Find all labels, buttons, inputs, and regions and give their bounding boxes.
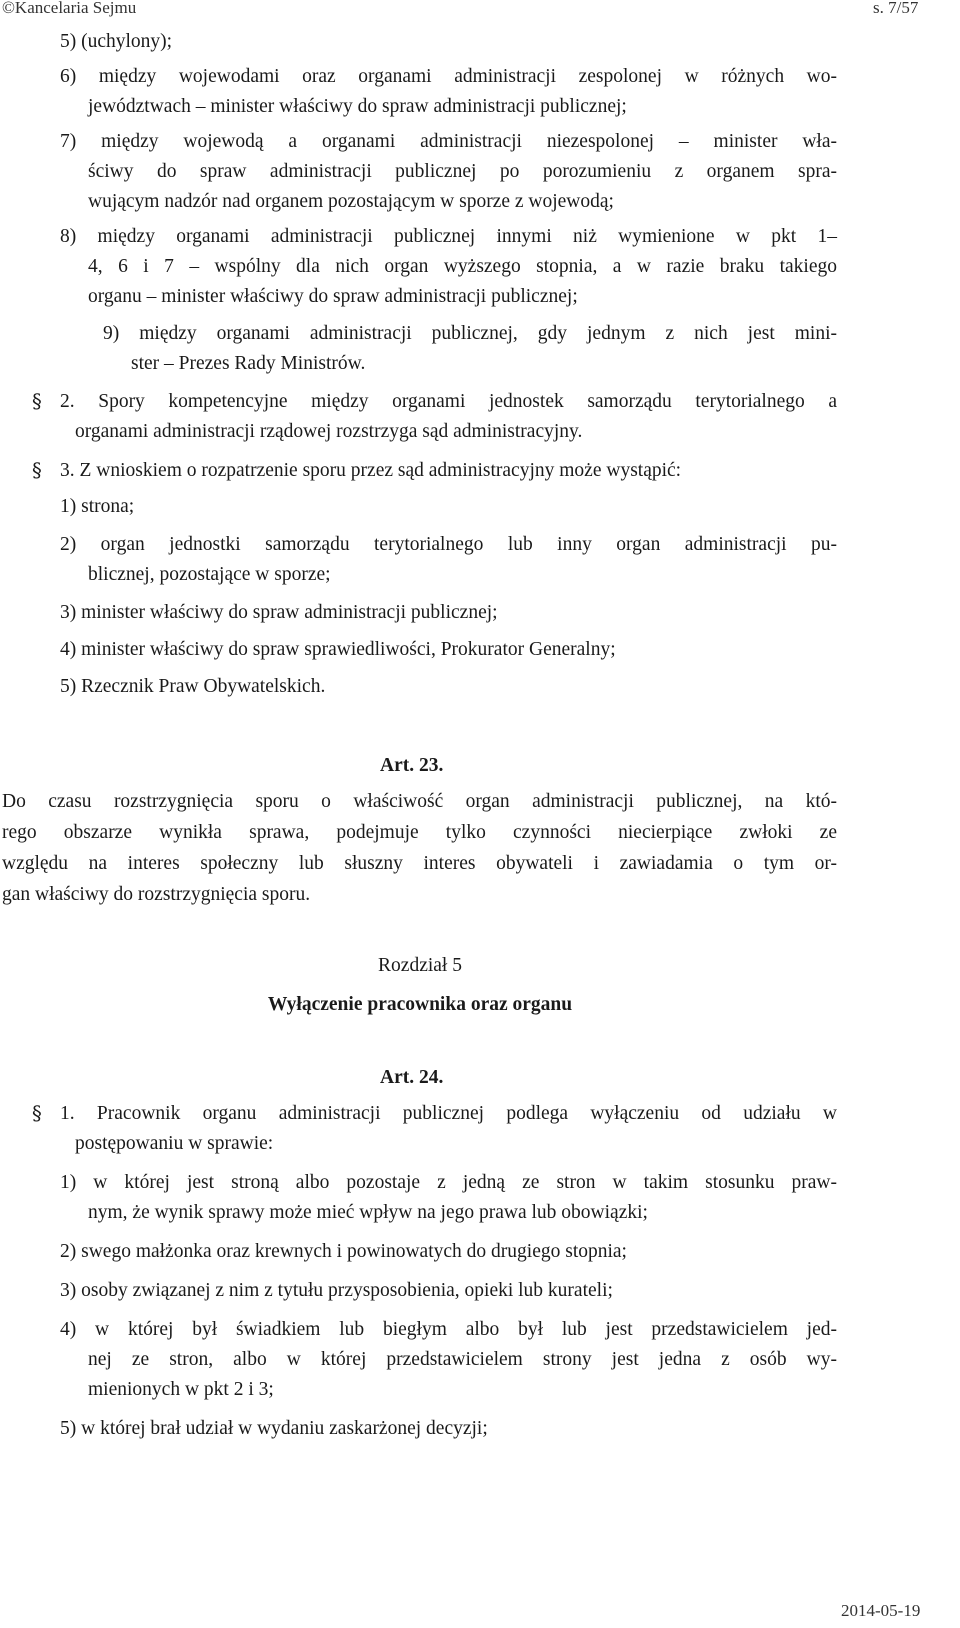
art22-item-7-line-1: 7) między wojewodą a organami administracji niezespolonej – minister wła- <box>60 131 837 152</box>
art22-sec3-item-2-line-1: 2) organ jednostki samorządu terytorialnego lub inny organ administracji pu- <box>60 534 837 555</box>
art22-sec3-item-5: 5) Rzecznik Praw Obywatelskich. <box>60 676 326 697</box>
art22-item-8-line-2: 4, 6 i 7 – wspólny dla nich organ wyższego stopnia, a w razie braku takiego <box>88 256 837 277</box>
art22-item-5: 5) (uchylony); <box>60 31 173 52</box>
art22-sec2-line-1: 2. Spory kompetencyjne między organami jednostek samorządu terytorialnego a <box>60 391 837 412</box>
art22-sec3-item-1: 1) strona; <box>60 496 135 517</box>
art22-item-8-line-1: 8) między organami administracji publicznej innymi niż wymienione w pkt 1– <box>60 226 837 247</box>
art24-item-2: 2) swego małżonka oraz krewnych i powinowatych do drugiego stopnia; <box>60 1241 627 1262</box>
art24-sec1-line-2: postępowaniu w sprawie: <box>75 1133 274 1154</box>
art22-item-6-line-2: jewództwach – minister właściwy do spraw administracji publicznej; <box>88 96 627 117</box>
art22-item-9-line-2: ster – Prezes Rady Ministrów. <box>131 353 366 374</box>
art22-sec3-item-3: 3) minister właściwy do spraw administracji publicznej; <box>60 602 498 623</box>
art22-item-8-line-3: organu – minister właściwy do spraw administracji publicznej; <box>88 286 578 307</box>
art24-item-5: 5) w której brał udział w wydaniu zaskarżonej decyzji; <box>60 1418 488 1439</box>
section-sign: § <box>32 1102 42 1125</box>
art22-sec2-line-2: organami administracji rządowej rozstrzyga sąd administracyjny. <box>75 421 583 442</box>
art22-item-9-line-1: 9) między organami administracji publicznej, gdy jednym z nich jest mini- <box>103 323 837 344</box>
art22-sec3-item-2-line-2: blicznej, pozostające w sporze; <box>88 564 331 585</box>
section-sign: § <box>32 459 42 482</box>
chapter-title: Wyłączenie pracownika oraz organu <box>267 994 573 1015</box>
art22-item-7-line-2: ściwy do spraw administracji publicznej po porozumieniu z organem spra- <box>88 161 837 182</box>
art24-item-4-line-2: nej ze stron, albo w której przedstawicielem strony jest jedna z osób wy- <box>88 1349 837 1370</box>
art23-line-2: rego obszarze wynikła sprawa, podejmuje tylko czynności niecierpiące zwłoki ze <box>2 822 837 843</box>
art22-sec3-item-4: 4) minister właściwy do spraw sprawiedliwości, Prokurator Generalny; <box>60 639 616 660</box>
article-23-title: Art. 23. <box>380 755 444 776</box>
art24-item-1-line-1: 1) w której jest stroną albo pozostaje z jedną ze stron w takim stosunku praw- <box>60 1172 837 1193</box>
art22-sec3-line-1: 3. Z wnioskiem o rozpatrzenie sporu przez sąd administracyjny może wystąpić: <box>60 460 682 481</box>
art24-item-4-line-3: mienionych w pkt 2 i 3; <box>88 1379 274 1400</box>
art23-line-4: gan właściwy do rozstrzygnięcia sporu. <box>2 884 311 905</box>
art24-item-1-line-2: nym, że wynik sprawy może mieć wpływ na jego prawa lub obowiązki; <box>88 1202 648 1223</box>
footer-date: 2014-05-19 <box>841 1601 921 1620</box>
article-24-title: Art. 24. <box>380 1067 444 1088</box>
header-source: ©Kancelaria Sejmu <box>2 0 137 17</box>
art22-item-7-line-3: wującym nadzór nad organem pozostającym w sporze z wojewodą; <box>88 191 614 212</box>
header-page-number: s. 7/57 <box>873 0 919 17</box>
art24-item-3: 3) osoby związanej z nim z tytułu przysposobienia, opieki lub kurateli; <box>60 1280 613 1301</box>
art22-item-6-line-1: 6) między wojewodami oraz organami administracji zespolonej w różnych wo- <box>60 66 837 87</box>
art23-line-1: Do czasu rozstrzygnięcia sporu o właściwość organ administracji publicznej, na któ- <box>2 791 837 812</box>
chapter-number: Rozdział 5 <box>378 955 462 976</box>
art23-line-3: względu na interes społeczny lub słuszny interes obywateli i zawiadamia o tym or- <box>2 853 837 874</box>
art24-item-4-line-1: 4) w której był świadkiem lub biegłym albo był lub jest przedstawicielem jed- <box>60 1319 837 1340</box>
art24-sec1-line-1: 1. Pracownik organu administracji publicznej podlega wyłączeniu od udziału w <box>60 1103 837 1124</box>
section-sign: § <box>32 390 42 413</box>
